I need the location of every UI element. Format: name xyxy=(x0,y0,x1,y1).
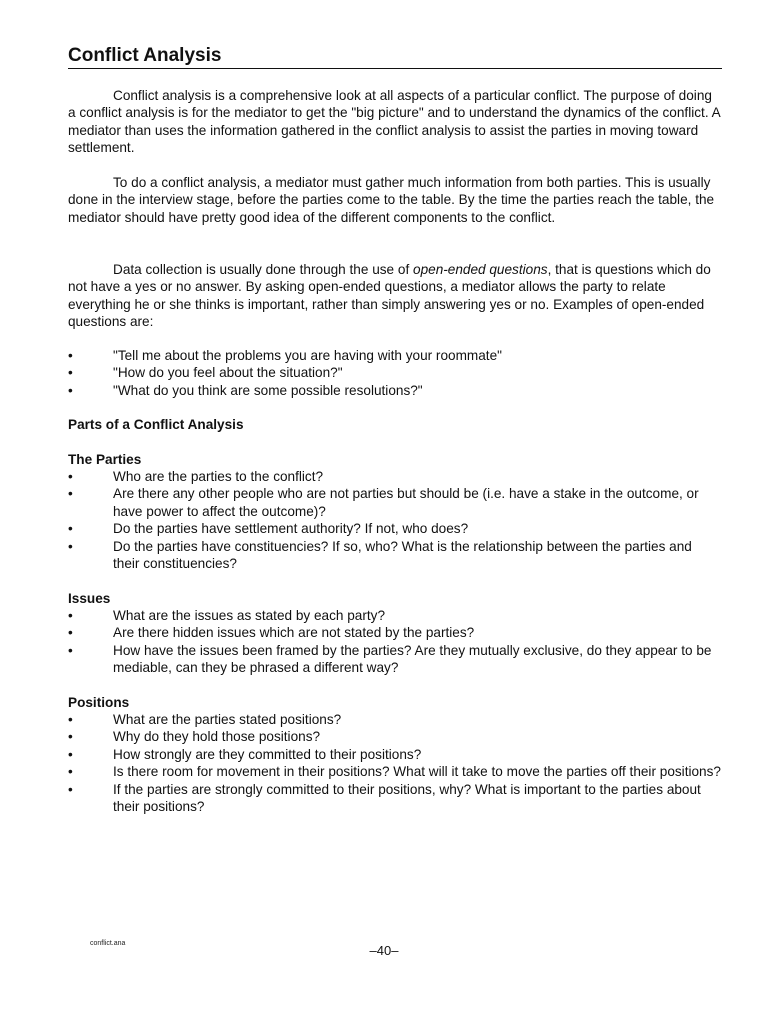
list-item-text: If the parties are strongly committed to their positions, why? What is important to the parties about their positions? xyxy=(113,781,701,815)
list-item-text: "What do you think are some possible resolutions?" xyxy=(113,382,423,398)
list-item-text: Are there hidden issues which are not stated by the parties? xyxy=(113,625,475,641)
parties-list xyxy=(68,468,722,572)
bullet-icon: • xyxy=(68,625,73,641)
list-item xyxy=(68,468,722,485)
list-item xyxy=(68,642,722,677)
bullet-icon: • xyxy=(68,729,73,745)
list-item xyxy=(68,520,722,537)
bullet-icon: • xyxy=(68,746,73,762)
list-item xyxy=(68,728,722,745)
list-item-text: Is there room for movement in their positions? What will it take to move the parties off their positions? xyxy=(113,764,721,780)
list-item xyxy=(68,781,722,816)
list-item xyxy=(68,607,722,624)
page-number: –40– xyxy=(369,943,399,958)
bullet-icon: • xyxy=(68,365,73,381)
list-item-text: Do the parties have constituencies? If so, who? What is the relationship between the parties and their constituencies? xyxy=(113,538,692,572)
bullet-icon: • xyxy=(68,486,73,502)
bullet-icon: • xyxy=(68,608,73,623)
list-item xyxy=(68,364,722,381)
intro-paragraph: Conflict analysis is a comprehensive look at all aspects of a particular conflict. The purpose of doing a conflict analysis is for the mediator to get the "big picture" and to understand the dynamics of the conflict. A mediator than uses the information gathered in the conflict analysis to assist the parties in moving toward settlement. xyxy=(68,88,720,156)
bullet-icon: • xyxy=(68,538,73,554)
list-item-text: How strongly are they committed to their positions? xyxy=(113,746,422,762)
list-item-text: "Tell me about the problems you are having with your roommate" xyxy=(113,348,502,363)
list-item-text: Who are the parties to the conflict? xyxy=(113,469,324,484)
list-item-text: What are the issues as stated by each party? xyxy=(113,608,386,623)
list-item xyxy=(68,624,722,641)
list-item xyxy=(68,746,722,763)
bullet-icon: • xyxy=(68,712,73,727)
list-item xyxy=(68,763,722,780)
positions-heading: Positions xyxy=(68,695,130,710)
bullet-icon: • xyxy=(68,469,73,484)
data-collection-paragraph xyxy=(68,261,722,331)
list-item xyxy=(68,347,722,364)
list-item-text: Why do they hold those positions? xyxy=(113,729,321,745)
list-item xyxy=(68,711,722,728)
footer-filename: conflict.ana xyxy=(90,940,126,947)
page-title: Conflict Analysis xyxy=(68,45,722,69)
issues-heading: Issues xyxy=(68,591,111,606)
para-text-after: , that is questions which do not have a yes or no answer. By asking open-ended questions, a mediator allows the party to relate everything he or she thinks is important, rather than simply answering yes or no. Examples of open-ended questions are: xyxy=(68,262,711,330)
list-item xyxy=(68,485,722,520)
open-ended-term: open-ended questions xyxy=(413,262,548,277)
positions-list xyxy=(68,711,722,815)
bullet-icon: • xyxy=(68,348,73,363)
list-item-text: How have the issues been framed by the parties? Are they mutually exclusive, do they appear to be mediable, can they be phrased a different way? xyxy=(113,642,712,676)
parties-heading: The Parties xyxy=(68,452,142,467)
parts-heading: Parts of a Conflict Analysis xyxy=(68,417,244,432)
list-item xyxy=(68,538,722,573)
bullet-icon: • xyxy=(68,642,73,658)
list-item-text: "How do you feel about the situation?" xyxy=(113,365,343,381)
process-paragraph: To do a conflict analysis, a mediator must gather much information from both parties. This is usually done in the interview stage, before the parties come to the table. By the time the parties reach the table, the mediator should have pretty good idea of the different components to the conflict. xyxy=(68,175,715,225)
bullet-icon: • xyxy=(68,382,73,398)
bullet-icon: • xyxy=(68,764,73,780)
bullet-icon: • xyxy=(68,521,73,537)
list-item-text: Are there any other people who are not parties but should be (i.e. have a stake in the outcome, or have power to affect the outcome)? xyxy=(113,486,699,519)
bullet-icon: • xyxy=(68,781,73,797)
list-item-text: Do the parties have settlement authority? If not, who does? xyxy=(113,521,469,537)
list-item-text: What are the parties stated positions? xyxy=(113,712,342,727)
para-text-before: Data collection is usually done through the use of xyxy=(113,262,414,277)
list-item xyxy=(68,382,722,399)
issues-list xyxy=(68,607,722,677)
examples-list xyxy=(68,347,722,399)
